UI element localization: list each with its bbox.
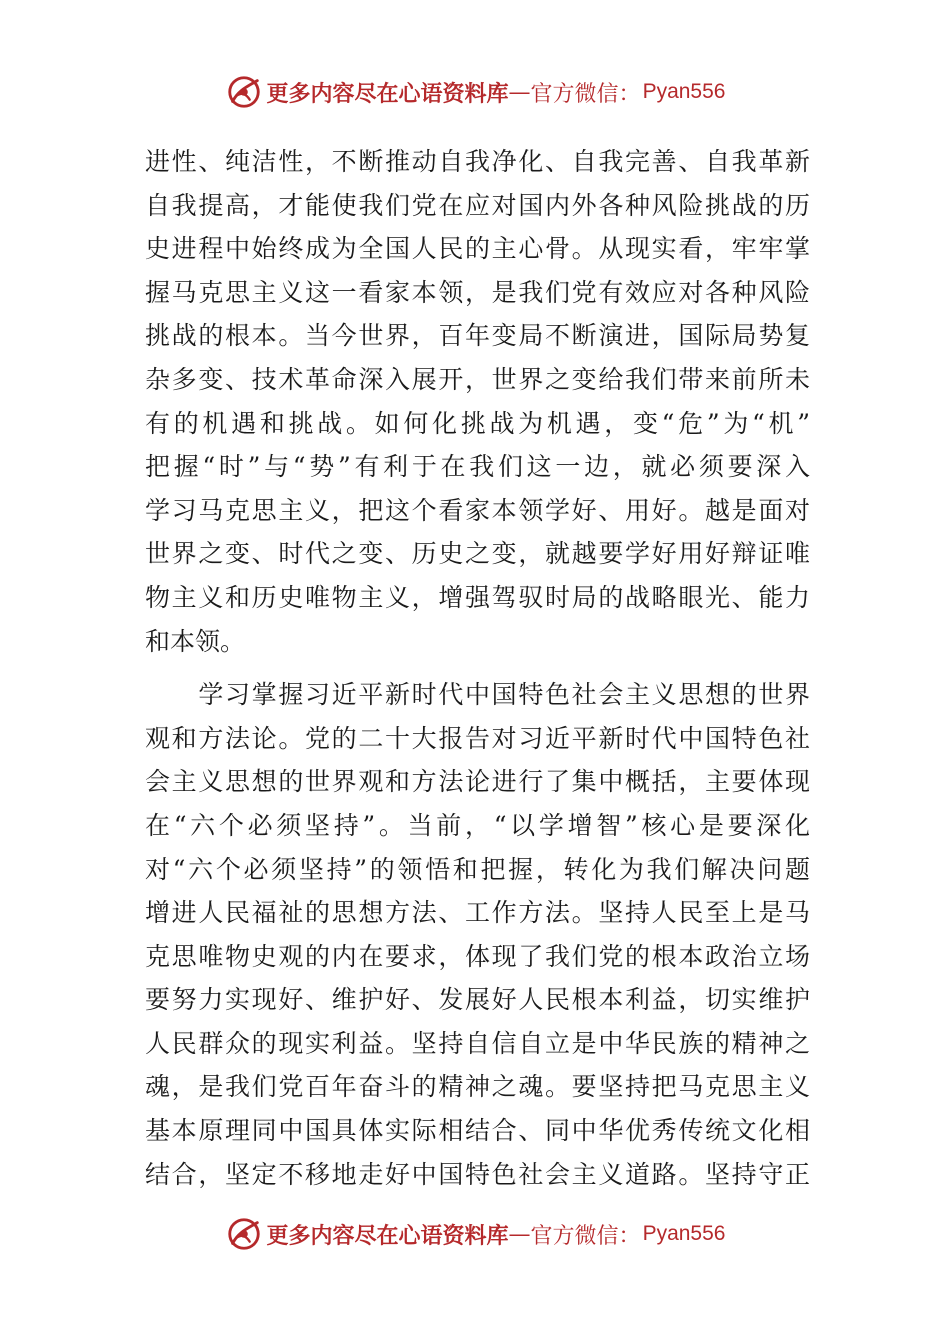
paragraph-1	[145, 140, 810, 663]
text-line: 有的机遇和挑战。如何化挑战为机遇，变“危”为“机”	[145, 408, 810, 438]
text-line: 会主义思想的世界观和方法论进行了集中概括，主要体现	[145, 767, 810, 797]
text-line: 和本领。	[145, 626, 246, 656]
header-banner	[0, 72, 950, 112]
text-line: 世界之变、时代之变、历史之变，就越要学好用好辩证唯	[145, 539, 810, 569]
text-line: 握马克思主义这一看家本领，是我们党有效应对各种风险	[145, 277, 810, 307]
text-line: 学习掌握习近平新时代中国特色社会主义思想的世界	[145, 680, 810, 710]
text-line: 把握“时”与“势”有利于在我们这一边，就必须要深入	[145, 452, 810, 482]
text-line: 在“六个必须坚持”。当前，“以学增智”核心是要深化	[145, 810, 810, 840]
footer-banner	[0, 1214, 950, 1254]
banner-dash: —	[508, 79, 531, 105]
banner-wechat-label: 官方微信：	[530, 1223, 641, 1249]
text-line: 物主义和历史唯物主义，增强驾驭时局的战略眼光、能力	[145, 582, 810, 612]
text-line: 对“六个必须坚持”的领悟和把握，转化为我们解决问题	[145, 854, 810, 884]
text-line: 基本原理同中国具体实际相结合、同中华优秀传统文化相	[145, 1116, 810, 1146]
paragraph-gap	[145, 663, 810, 673]
text-line: 杂多变、技术革命深入展开，世界之变给我们带来前所未	[145, 364, 810, 394]
text-line: 魂，是我们党百年奋斗的精神之魂。要坚持把马克思主义	[145, 1072, 810, 1102]
text-line: 人民群众的现实利益。坚持自信自立是中华民族的精神之	[145, 1028, 810, 1058]
text-line: 克思唯物史观的内在要求，体现了我们党的根本政治立场	[145, 941, 810, 971]
document-body	[145, 140, 810, 1196]
red-swirl-logo-icon	[225, 1215, 263, 1253]
banner-wechat-label: 官方微信：	[530, 81, 641, 107]
paragraph-2	[145, 673, 810, 1196]
red-swirl-logo-icon	[225, 73, 263, 111]
text-line: 结合，坚定不移地走好中国特色社会主义道路。坚持守正	[145, 1159, 810, 1189]
text-line: 要努力实现好、维护好、发展好人民根本利益，切实维护	[145, 985, 810, 1015]
text-line: 观和方法论。党的二十大报告对习近平新时代中国特色社	[145, 723, 810, 753]
text-line: 史进程中始终成为全国人民的主心骨。从现实看，牢牢掌	[145, 234, 810, 264]
text-line: 自我提高，才能使我们党在应对国内外各种风险挑战的历	[145, 190, 810, 220]
banner-dash: —	[508, 1221, 531, 1247]
banner-wechat-id: Pyan556	[642, 80, 726, 103]
banner-wechat-id: Pyan556	[642, 1222, 726, 1245]
banner-title: 更多内容尽在心语资料库	[266, 80, 509, 107]
text-line: 挑战的根本。当今世界，百年变局不断演进，国际局势复	[145, 321, 810, 351]
text-line: 学习马克思主义，把这个看家本领学好、用好。越是面对	[145, 495, 810, 525]
text-line: 增进人民福祉的思想方法、工作方法。坚持人民至上是马	[145, 898, 810, 928]
text-line: 进性、纯洁性，不断推动自我净化、自我完善、自我革新	[145, 147, 810, 176]
banner-title: 更多内容尽在心语资料库	[266, 1222, 509, 1249]
